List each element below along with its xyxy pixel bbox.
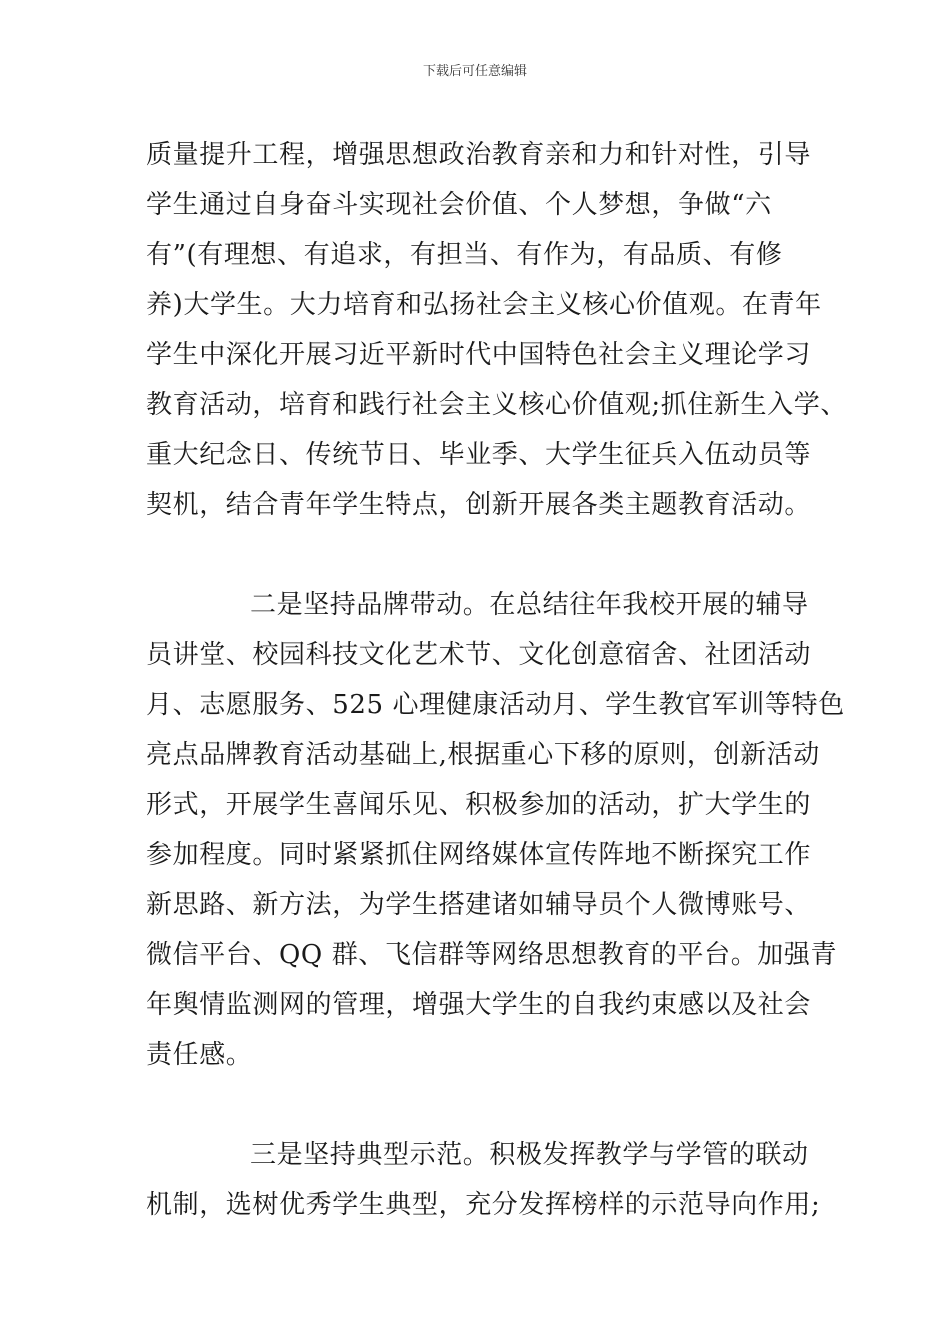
- paragraph-2: [146, 580, 845, 1080]
- text-line: 形式，开展学生喜闻乐见、积极参加的活动，扩大学生的: [146, 790, 812, 820]
- text-line-indented: 二是坚持品牌带动。在总结往年我校开展的辅导: [250, 590, 809, 620]
- paragraph-3: [146, 1130, 821, 1230]
- text-line: 年舆情监测网的管理，增强大学生的自我约束感以及社会: [146, 990, 812, 1020]
- text-line: 责任感。: [146, 1040, 253, 1070]
- text-line: 微信平台、QQ 群、飞信群等网络思想教育的平台。加强青: [146, 940, 838, 970]
- text-line: 有”(有理想、有追求，有担当、有作为，有品质、有修: [146, 240, 783, 270]
- text-line: 契机，结合青年学生特点，创新开展各类主题教育活动。: [146, 490, 812, 520]
- text-line-indented: 三是坚持典型示范。积极发挥教学与学管的联动: [250, 1140, 809, 1170]
- text-line: 养)大学生。大力培育和弘扬社会主义核心价值观。在青年: [146, 290, 822, 320]
- text-line: 学生中深化开展习近平新时代中国特色社会主义理论学习: [146, 340, 812, 370]
- text-line: 亮点品牌教育活动基础上,根据重心下移的原则，创新活动: [146, 740, 820, 770]
- text-line: 学生通过自身奋斗实现社会价值、个人梦想，争做“六: [146, 190, 772, 220]
- text-line: 质量提升工程，增强思想政治教育亲和力和针对性，引导: [146, 140, 812, 170]
- paragraph-1: [146, 130, 847, 530]
- text-line: 参加程度。同时紧紧抓住网络媒体宣传阵地不断探究工作: [146, 840, 812, 870]
- text-line: 重大纪念日、传统节日、毕业季、大学生征兵入伍动员等: [146, 440, 812, 470]
- text-line: 机制，选树优秀学生典型，充分发挥榜样的示范导向作用;: [146, 1190, 821, 1220]
- text-line: 员讲堂、校园科技文化艺术节、文化创意宿舍、社团活动: [146, 640, 812, 670]
- page-header: 下载后可任意编辑: [422, 64, 527, 79]
- text-line: 新思路、新方法，为学生搭建诸如辅导员个人微博账号、: [146, 890, 812, 920]
- document-body: [146, 130, 847, 1230]
- text-line: 教育活动，培育和践行社会主义核心价值观;抓住新生入学、: [146, 390, 847, 420]
- text-line: 月、志愿服务、525 心理健康活动月、学生教官军训等特色: [146, 690, 845, 720]
- paragraph-spacer: [146, 530, 818, 580]
- paragraph-spacer: [146, 1080, 818, 1130]
